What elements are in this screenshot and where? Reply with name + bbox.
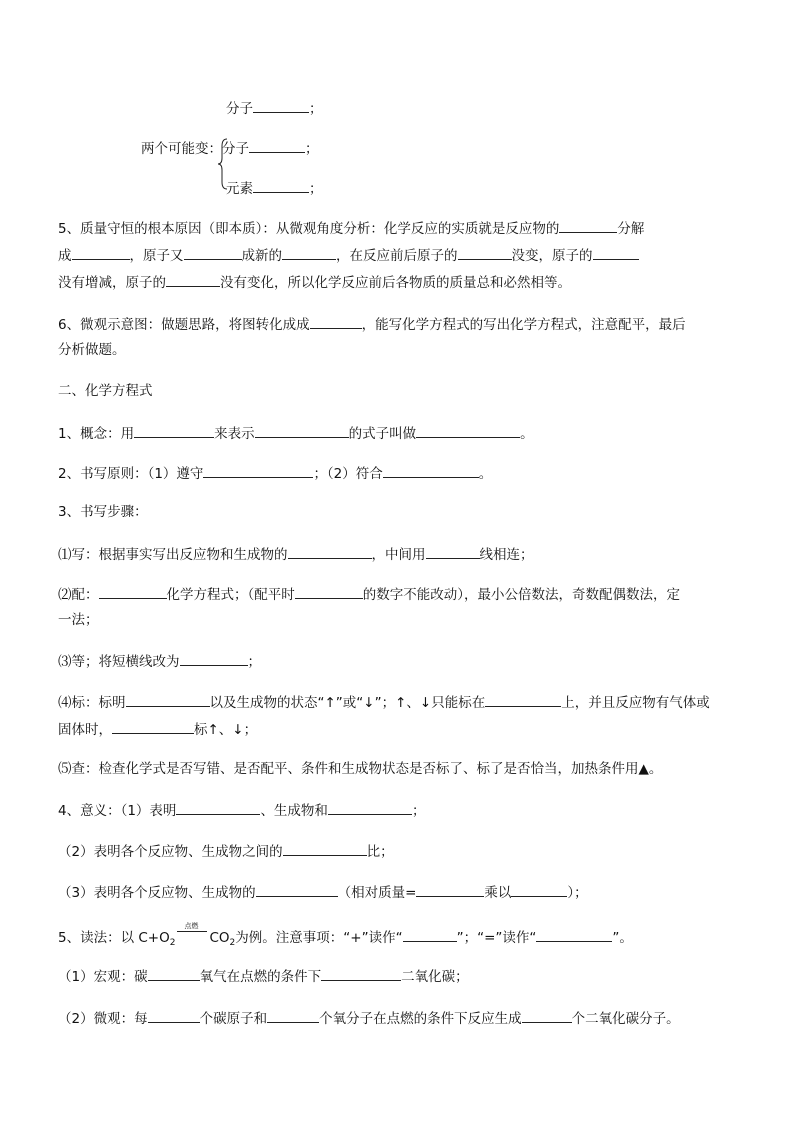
question-text: 、生成物和: [260, 803, 328, 819]
question-text: ⑵配：: [58, 587, 99, 603]
question-text: 化学方程式；（配平时: [166, 587, 295, 603]
answer-blank[interactable]: [328, 800, 412, 815]
question-text: 乘以: [484, 885, 512, 901]
question-text: 个氧分子在点燃的条件下反应生成: [319, 1011, 522, 1027]
question-text: 1、概念：用: [58, 426, 135, 442]
question-text: （2）微观：每: [58, 1011, 148, 1027]
meaning-line-1: [58, 800, 425, 820]
q5-line-2: [58, 245, 639, 265]
answer-blank[interactable]: [485, 692, 561, 707]
answer-blank[interactable]: [458, 245, 512, 260]
step-5-line: [58, 760, 662, 778]
question-text: 氧气在点燃的条件下: [199, 969, 322, 985]
question-text: 5、质量守恒的根本原因（即本质）：从微观角度分析：化学反应的实质就是反应物的: [58, 221, 560, 237]
condition-label: 点燃: [184, 922, 199, 930]
question-text: 以及生成物的状态“↑”或“↓”；↑、↓只能标在: [209, 695, 486, 711]
meaning-line-2: [58, 841, 394, 861]
q5-line-1: [58, 218, 644, 238]
answer-blank[interactable]: [310, 314, 362, 329]
question-text: （2）表明各个反应物、生成物之间的: [58, 844, 283, 860]
question-text: 4、意义：（1）表明: [58, 803, 177, 819]
question-text: ）；: [567, 885, 588, 901]
answer-blank[interactable]: [593, 245, 639, 260]
answer-blank[interactable]: [166, 272, 220, 287]
question-text: 标↑、↓；: [194, 722, 258, 738]
question-text: 3、书写步骤：: [58, 504, 148, 520]
question-text: 。: [520, 426, 534, 442]
answer-blank[interactable]: [536, 927, 612, 942]
question-text: 的式子叫做: [348, 426, 417, 442]
question-text: ⑶等；将短横线改为: [58, 654, 180, 670]
answer-blank[interactable]: [426, 544, 480, 559]
answer-blank[interactable]: [416, 423, 520, 438]
question-text: （相对质量=: [337, 885, 417, 901]
section-2-title: [58, 382, 153, 400]
question-text: 为例。注意事项：“+”读作“: [235, 930, 403, 946]
question-text: 二氧化碳；: [401, 969, 469, 985]
element-line: [226, 178, 323, 198]
step-4-line-1: [58, 692, 710, 712]
answer-blank[interactable]: [559, 218, 617, 233]
element-label: 元素: [226, 181, 253, 197]
reading-line: [58, 924, 633, 952]
answer-blank[interactable]: [256, 882, 338, 897]
answer-blank[interactable]: [283, 841, 367, 856]
punctuation: ；: [309, 101, 323, 117]
question-text: ⑷标：标明: [58, 695, 126, 711]
answer-blank[interactable]: [203, 463, 313, 478]
step-2-line-1: [58, 584, 680, 604]
answer-blank[interactable]: [99, 584, 167, 599]
question-text: 来表示: [214, 426, 255, 442]
question-text: 固体时，: [58, 722, 112, 738]
molecule-line-1: [226, 98, 323, 118]
section-heading: 二、化学方程式: [58, 383, 153, 399]
answer-blank[interactable]: [180, 651, 248, 666]
question-text: 比；: [366, 844, 394, 860]
question-text: ，原子又: [129, 248, 184, 264]
answer-blank[interactable]: [416, 882, 484, 897]
question-text: 没有变化，所以化学反应前后各物质的质量总和必然相等。: [220, 275, 571, 291]
question-text: ，在反应前后原子的: [336, 248, 458, 264]
question-text: 没变，原子的: [511, 248, 593, 264]
question-text: ；: [411, 803, 426, 819]
question-text: 成: [58, 248, 72, 264]
answer-blank[interactable]: [148, 966, 200, 981]
question-text: 个二氧化碳分子。: [571, 1011, 680, 1027]
answer-blank[interactable]: [249, 138, 305, 153]
question-text: ；: [247, 654, 261, 670]
steps-title: [58, 503, 148, 521]
question-text: （1）宏观：碳: [58, 969, 148, 985]
answer-blank[interactable]: [112, 719, 194, 734]
answer-blank[interactable]: [184, 245, 242, 260]
answer-blank[interactable]: [282, 245, 336, 260]
question-text: CO: [209, 930, 230, 946]
answer-blank[interactable]: [383, 463, 479, 478]
concept-line: [58, 423, 534, 443]
subscript: 2: [229, 938, 236, 948]
question-text: ，能写化学方程式的写出化学方程式，注意配平，最后: [361, 317, 686, 333]
answer-blank[interactable]: [176, 800, 260, 815]
punctuation: ；: [309, 181, 323, 197]
q5-line-3: [58, 272, 571, 292]
answer-blank[interactable]: [403, 927, 457, 942]
question-text: （3）表明各个反应物、生成物的: [58, 885, 256, 901]
question-text: 。: [478, 466, 493, 482]
question-text: 的数字不能改动），最小公倍数法，奇数配偶数法，定: [362, 587, 680, 603]
question-text: 分解: [617, 221, 645, 237]
question-text: 线相连；: [479, 547, 534, 563]
answer-blank[interactable]: [253, 178, 309, 193]
answer-blank[interactable]: [321, 966, 401, 981]
question-text: 没有增减，原子的: [58, 275, 166, 291]
question-text: 一法；: [58, 612, 99, 628]
answer-blank[interactable]: [511, 882, 567, 897]
step-1-line: [58, 544, 534, 564]
meaning-line-3: [58, 882, 588, 902]
question-text: 成新的: [241, 248, 282, 264]
question-text: 上，并且反应物有气体或: [561, 695, 710, 711]
answer-blank[interactable]: [295, 584, 363, 599]
step-2-line-2: [58, 611, 99, 629]
question-text: 个碳原子和: [199, 1011, 268, 1027]
two-possible-line: [141, 138, 319, 158]
reading-micro-line: [58, 1008, 680, 1028]
question-text: ⑸查：检查化学式是否写错、是否配平、条件和生成物状态是否标了、标了是否恰当，加热条件用▲。: [58, 761, 663, 777]
molecule-label: 分子: [222, 141, 249, 157]
two-possible-label: 两个可能变：: [141, 141, 222, 157]
question-text: ，中间用: [371, 547, 426, 563]
question-text: 分析做题。: [58, 342, 126, 358]
question-text: ；（2）符合: [313, 466, 383, 482]
answer-blank[interactable]: [134, 423, 214, 438]
answer-blank[interactable]: [126, 692, 210, 707]
q6-line-1: [58, 314, 686, 334]
answer-blank[interactable]: [267, 1008, 319, 1023]
answer-blank[interactable]: [522, 1008, 572, 1023]
condition-arrow: [175, 924, 209, 942]
reading-macro-line: [58, 966, 469, 986]
question-text: ⑴写：根据事实写出反应物和生成物的: [58, 547, 288, 563]
punctuation: ；: [305, 141, 319, 157]
question-text: 5、读法：以 C+O: [58, 930, 170, 946]
step-4-line-2: [58, 719, 257, 739]
answer-blank[interactable]: [72, 245, 130, 260]
answer-blank[interactable]: [255, 423, 349, 438]
q6-line-2: [58, 341, 126, 359]
question-text: ”。: [612, 930, 633, 946]
answer-blank[interactable]: [253, 98, 309, 113]
molecule-label: 分子: [226, 101, 253, 117]
question-text: ”；“=”读作“: [456, 930, 537, 946]
step-3-line: [58, 651, 261, 671]
question-text: 6、微观示意图：做题思路，将图转化成成: [58, 317, 310, 333]
question-text: 2、书写原则：（1）遵守: [58, 466, 204, 482]
condition-bar: [177, 931, 207, 932]
answer-blank[interactable]: [148, 1008, 200, 1023]
subscript: 2: [169, 938, 176, 948]
principles-line: [58, 463, 492, 483]
answer-blank[interactable]: [288, 544, 372, 559]
